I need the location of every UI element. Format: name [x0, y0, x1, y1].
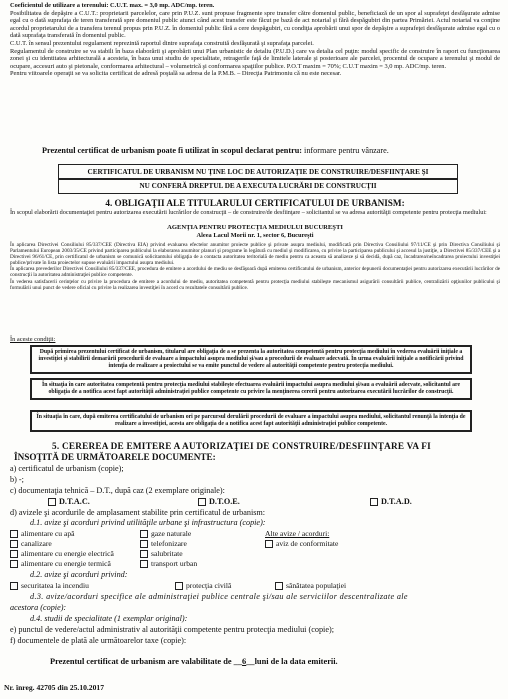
other-approvals-label: Alte avize / acorduri:: [265, 529, 330, 538]
permit-public-health[interactable]: [275, 581, 346, 591]
dtad-label: D.T.A.D.: [381, 497, 412, 506]
obligation-box-2: În situaţia în care autoritatea competentă pentru protecţia mediului stabileşte efectuarea evaluării impactului asupra mediului şi/sau a evaluării adecvate, solicitantul are obligaţia de a notifica acest fapt autorităţii administraţiei publice competente cu privire la menţinerea cererii pentru autorizarea executării lucrărilor de construcţii.: [30, 378, 472, 400]
eia-directive-paragraph: În aplicarea Directivei Consiliului 85/337/CEE (Directiva EIA) privind evaluarea efectelor anumitor proiecte publice şi private asupra mediului, modificată prin Directiva Consiliului 97/11/CE şi prin Directiva Consiliului şi Parlamentului European 2003/35/CE privind participarea publicului la elaborarea anumitor planuri şi programe în legătură cu mediul şi modificarea, cu privire la participarea publicului şi accesul la justiţie, a Directivei 85/337/CEE şi a Directivei 96/61/CE, prin certificatul de urbanism se comunică solicitantului obligaţia de a contacta autoritatea teritorială de mediu pentru ca aceasta să analizeze şi să decidă, după caz, încadrarea/neîncadrarea proiectului investiţiei publice/private în lista proiectelor supuse evaluării impactului asupra mediului.: [10, 242, 500, 267]
scope-label: Prezentul certificat de urbanism poate fi utilizat în scopul declarat pentru:: [42, 146, 302, 155]
section-4-body: [10, 242, 500, 291]
registration-number: Nr. înreg. 42705 din 25.10.2017: [4, 683, 104, 692]
permit-fire-safety[interactable]: [10, 581, 89, 591]
utility-electricity-label: alimentare cu energie electrică: [21, 549, 114, 558]
conditions-label-text: În aceste condiţii:: [10, 336, 56, 343]
fire-safety-label: securitatea la incendiu: [21, 581, 89, 590]
dtad-checkbox[interactable]: [370, 498, 378, 506]
obligation-box-1: După primirea prezentului certificat de urbanism, titularul are obligaţia de a se prezenta la autoritatea competentă pentru protecţia mediului în vederea evaluării iniţiale a investiţiei şi stabilirii demarării procedurii de evaluare a impactului asupra mediului şi/sau a procedurii de evaluare adecvată. În urma evaluării iniţiale a notificării privind intenţia de realizare a proiectului se va emite punctul de vedere al autorităţii competente pentru protecţia mediului.: [30, 345, 472, 374]
utility-water-label: alimentare cu apă: [21, 529, 75, 538]
dtad-option[interactable]: [370, 497, 412, 507]
utility-transport[interactable]: [140, 559, 197, 569]
consultation-paragraph: În vederea satisfacerii cerinţelor cu privire la procedura de emitere a acordului de mediu, autoritatea competentă pentru protecţia mediului stabileşte mecanismul asigurării consultării publice, centralizării opţiunilor publicului şi formulării unui punct de vedere oficial cu privire la realizarea investiţiei în acord cu rezultatele consultării publice.: [10, 278, 500, 291]
doc-item-e: e) punctul de vedere/actul administrativ al autorităţii competente pentru protecţia mediului (copie);: [10, 625, 334, 634]
utility-transport-checkbox[interactable]: [140, 560, 148, 568]
utility-electricity-checkbox[interactable]: [10, 550, 18, 558]
cut-paragraph-4: Pentru viitoarele operaţii se va solicita certificat de adresă poştală sa adresa de la P.M.B. – Direcţia Patrimoniu că nu este necesar.: [10, 70, 342, 78]
public-health-label: sănătatea populaţiei: [286, 581, 347, 590]
scope-line: [42, 146, 389, 156]
utility-telephone[interactable]: [140, 539, 187, 549]
utility-heating[interactable]: [10, 559, 111, 569]
doc-item-d3-line-2: acestora (copie):: [10, 603, 67, 612]
conformity-approval-checkbox[interactable]: [265, 540, 273, 548]
notice-line-2: NU CONFERĂ DREPTUL DE A EXECUTA LUCRĂRI DE CONSTRUCŢII: [58, 178, 458, 194]
doc-item-b: b) -;: [10, 475, 24, 484]
utility-sanitation[interactable]: [140, 549, 183, 559]
scope-value: informare pentru vânzare.: [302, 146, 389, 155]
validity-prefix: Prezentul certificat de urbanism are valabilitate de __: [50, 657, 243, 666]
utility-electricity[interactable]: [10, 549, 114, 559]
procedure-paragraph: În aplicarea prevederilor Directivei Consiliului 85/337/CEE, procedura de emitere a acordului de mediu se desfăşoară după emiterea certificatului de urbanism, anterior depunerii documentaţiei pentru autorizarea executării lucrărilor de construcţii la autoritatea administraţiei publice competente.: [10, 266, 500, 279]
conditions-label: [10, 335, 55, 345]
dtoe-label: D.T.O.E.: [209, 497, 240, 506]
section-5-title-line-2: ÎNSOŢITĂ DE URMĂTOARELE DOCUMENTE:: [14, 452, 216, 462]
utility-gas[interactable]: [140, 529, 191, 539]
dtac-checkbox[interactable]: [48, 498, 56, 506]
utility-heating-checkbox[interactable]: [10, 560, 18, 568]
fire-safety-checkbox[interactable]: [10, 582, 18, 590]
doc-item-d3-line-1: d.3. avize/acorduri specifice ale administraţiei publice centrale şi/sau ale serviciilor descentralizate ale: [30, 592, 408, 601]
section-4-intro: În scopul elaborării documentaţiei pentru autorizarea executării lucrărilor de construcţii – de construire/de desfiinţare – solicitantul se va adresa autorităţii competente pentru protecţia mediului:: [10, 209, 487, 216]
utility-telephone-checkbox[interactable]: [140, 540, 148, 548]
utility-sanitation-label: salubritate: [151, 549, 183, 558]
cut-paragraph-1: Posibilitatea de depăşire a C.U.T.: proprietarii parcelelor, care prin P.U.Z. sunt propuse fragmente spre transfer către domeniul public, beneficiază de un spor al suprafeţei desfăşurate admise egal cu o dată suprafaţa de teren transferată spre domeniul public atunci când acest transfer este făcut pe bază de act notarial şi fără despăgubiri din partea Primăriei. Actul notarial va conţine acordul proprietarului de a transfera terenul propus prin P.U.Z. în domeniul public fără a cere despăgubiri, cu condiţia aprobării unui spor de depăşire a suprafeţei desfăşurate admise egal cu o dată suprafaţa transferată în domeniul public.: [10, 9, 500, 40]
permit-civil-protection[interactable]: [175, 581, 231, 591]
civil-protection-checkbox[interactable]: [175, 582, 183, 590]
doc-item-c: c) documentaţia tehnică – D.T., după caz (2 exemplare originale):: [10, 486, 225, 495]
utility-gas-checkbox[interactable]: [140, 530, 148, 538]
section-4-title: 4. OBLIGAŢII ALE TITULARULUI CERTIFICATULUI DE URBANISM:: [105, 198, 405, 208]
dtac-option[interactable]: [48, 497, 90, 507]
doc-item-a: a) certificatul de urbanism (copie);: [10, 464, 124, 473]
conformity-approval-label: aviz de conformitate: [276, 539, 339, 548]
validity-line: [50, 657, 338, 667]
utility-water[interactable]: [10, 529, 75, 539]
agency-address: Aleea Lacul Morii nr. 1, sector 6, Bucureşti: [196, 232, 314, 239]
validity-months: 6: [242, 657, 247, 666]
utility-transport-label: transport urban: [151, 559, 198, 568]
utility-sewage[interactable]: [10, 539, 52, 549]
notice-line-1: CERTIFICATUL DE URBANISM NU ŢINE LOC DE AUTORIZAŢIE DE CONSTRUIRE/DESFIINŢARE ŞI: [58, 164, 458, 180]
utility-water-checkbox[interactable]: [10, 530, 18, 538]
obligation-box-3: În situaţia în care, după emiterea certificatului de urbanism ori pe parcursul derulării procedurii de evaluare a impactului asupra mediului, solicitantul renunţă la intenţia de realizare a investiţiei, acesta are obligaţia de a notifica acest fapt autorităţii administraţiei publice competente.: [30, 410, 472, 432]
doc-item-d1: d.1. avize şi acorduri privind utilităţile urbane şi infrastructura (copie):: [30, 518, 266, 527]
cut-line: Coeficientul de utilizare a terenului: C.U.T. max. = 3,0 mp. ADC/mp. teren.: [10, 2, 215, 9]
conformity-approval[interactable]: [265, 539, 338, 549]
doc-item-f: f) documentele de plată ale următoarelor taxe (copie):: [10, 636, 187, 645]
doc-item-d2: d.2. avize şi acorduri privind:: [30, 570, 128, 579]
dtoe-checkbox[interactable]: [198, 498, 206, 506]
doc-item-d: d) avizele şi acordurile de amplasament stabilite prin certificatul de urbanism:: [10, 508, 266, 517]
utility-sewage-label: canalizare: [21, 539, 52, 548]
dtac-label: D.T.A.C.: [59, 497, 90, 506]
agency-name: AGENŢIA PENTRU PROTECŢIA MEDIULUI BUCUREŞTI: [167, 224, 343, 231]
utility-heating-label: alimentare cu energie termică: [21, 559, 111, 568]
top-text: [10, 2, 500, 78]
doc-item-d4: d.4. studii de specialitate (1 exemplar original):: [30, 614, 188, 623]
public-health-checkbox[interactable]: [275, 582, 283, 590]
utility-sewage-checkbox[interactable]: [10, 540, 18, 548]
dtoe-option[interactable]: [198, 497, 240, 507]
utility-gas-label: gaze naturale: [151, 529, 192, 538]
validity-suffix: __luni de la data emiterii.: [246, 657, 338, 666]
utility-sanitation-checkbox[interactable]: [140, 550, 148, 558]
utility-telephone-label: telefonizare: [151, 539, 187, 548]
cut-paragraph-2: C.U.T. în sensul prezentului regulament reprezintă raportul dintre suprafaţa construită desfăşurată şi suprafaţa parcelei.: [10, 39, 314, 47]
cut-paragraph-3: Regulamentul de construire se va stabili în baza elaborării şi aprobării unui Plan urbanistic de detaliu (P.U.D.) care va detalia cel puţin: modul specific de construire în raport cu funcţionarea zonei şi cu identitatea arhitecturală a acesteia, în baza unui studiu de specialitate, retragerile faţă de limitele laterale şi posterioare ale parcelei, procentul de ocupare a terenului şi modul de ocupare, accesuri auto şi pietonale, conformarea arhitectural – volumetrică şi conformarea spaţiilor publice. P.O.T maxim = 70%; C.U.T maxim = 3,0 mp. ADC/mp. teren.: [10, 47, 500, 70]
civil-protection-label: protecţia civilă: [186, 581, 232, 590]
section-5-title-line-1: 5. CEREREA DE EMITERE A AUTORIZAŢIEI DE CONSTRUIRE/DESFIINŢARE VA FI: [52, 441, 431, 451]
